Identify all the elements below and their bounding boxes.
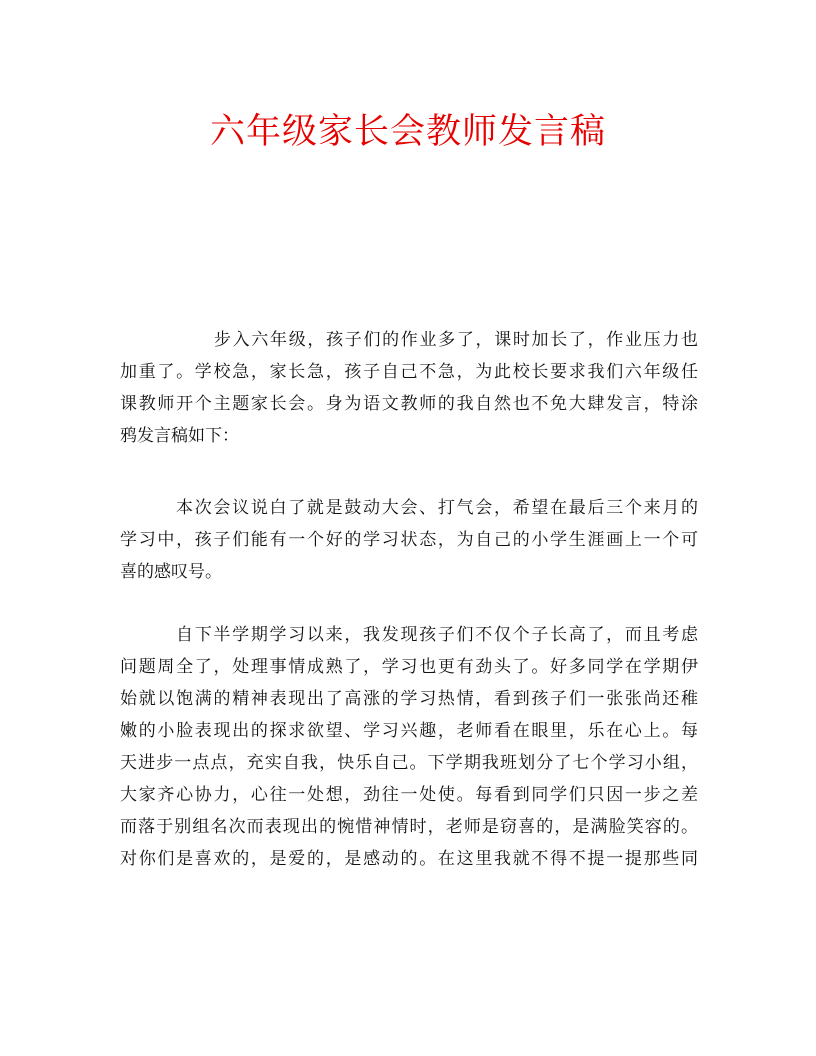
paragraph-line: 加重了。学校急，家长急，孩子自己不急，为此校长要求我们六年级任	[120, 362, 698, 382]
paragraph-line: 喜的感叹号。	[120, 562, 222, 582]
paragraph-line: 而落于别组名次而表现出的惋惜神情时，老师是窃喜的，是满脸笑容的。	[120, 817, 698, 837]
paragraph-1	[120, 324, 698, 452]
paragraph-line: 嫩的小脸表现出的探求欲望、学习兴趣，老师看在眼里，乐在心上。每	[120, 721, 698, 741]
paragraph-line: 鸦发言稿如下：	[120, 426, 239, 446]
page-title: 六年级家长会教师发言稿	[209, 112, 606, 152]
paragraph-3	[120, 619, 698, 875]
paragraph-line: 大家齐心协力，心往一处想，劲往一处使。每看到同学们只因一步之差	[120, 785, 698, 805]
paragraph-line: 天进步一点点，充实自我，快乐自己。下学期我班划分了七个学习小组，	[120, 753, 698, 773]
paragraph-line: 步入六年级，孩子们的作业多了，课时加长了，作业压力也	[214, 330, 698, 350]
paragraph-line: 学习中，孩子们能有一个好的学习状态，为自己的小学生涯画上一个可	[120, 530, 698, 550]
paragraph-line: 对你们是喜欢的，是爱的，是感动的。在这里我就不得不提一提那些同	[120, 849, 698, 869]
paragraph-line: 始就以饱满的精神表现出了高涨的学习热情，看到孩子们一张张尚还稚	[120, 689, 698, 709]
paragraph-line: 课教师开个主题家长会。身为语文教师的我自然也不免大肆发言，特涂	[120, 394, 698, 414]
paragraph-line: 问题周全了，处理事情成熟了，学习也更有劲头了。好多同学在学期伊	[120, 657, 698, 677]
paragraph-2	[120, 492, 698, 588]
paragraph-line: 本次会议说白了就是鼓动大会、打气会，希望在最后三个来月的	[176, 498, 698, 518]
paragraph-line: 自下半学期学习以来，我发现孩子们不仅个子长高了，而且考虑	[176, 625, 698, 645]
